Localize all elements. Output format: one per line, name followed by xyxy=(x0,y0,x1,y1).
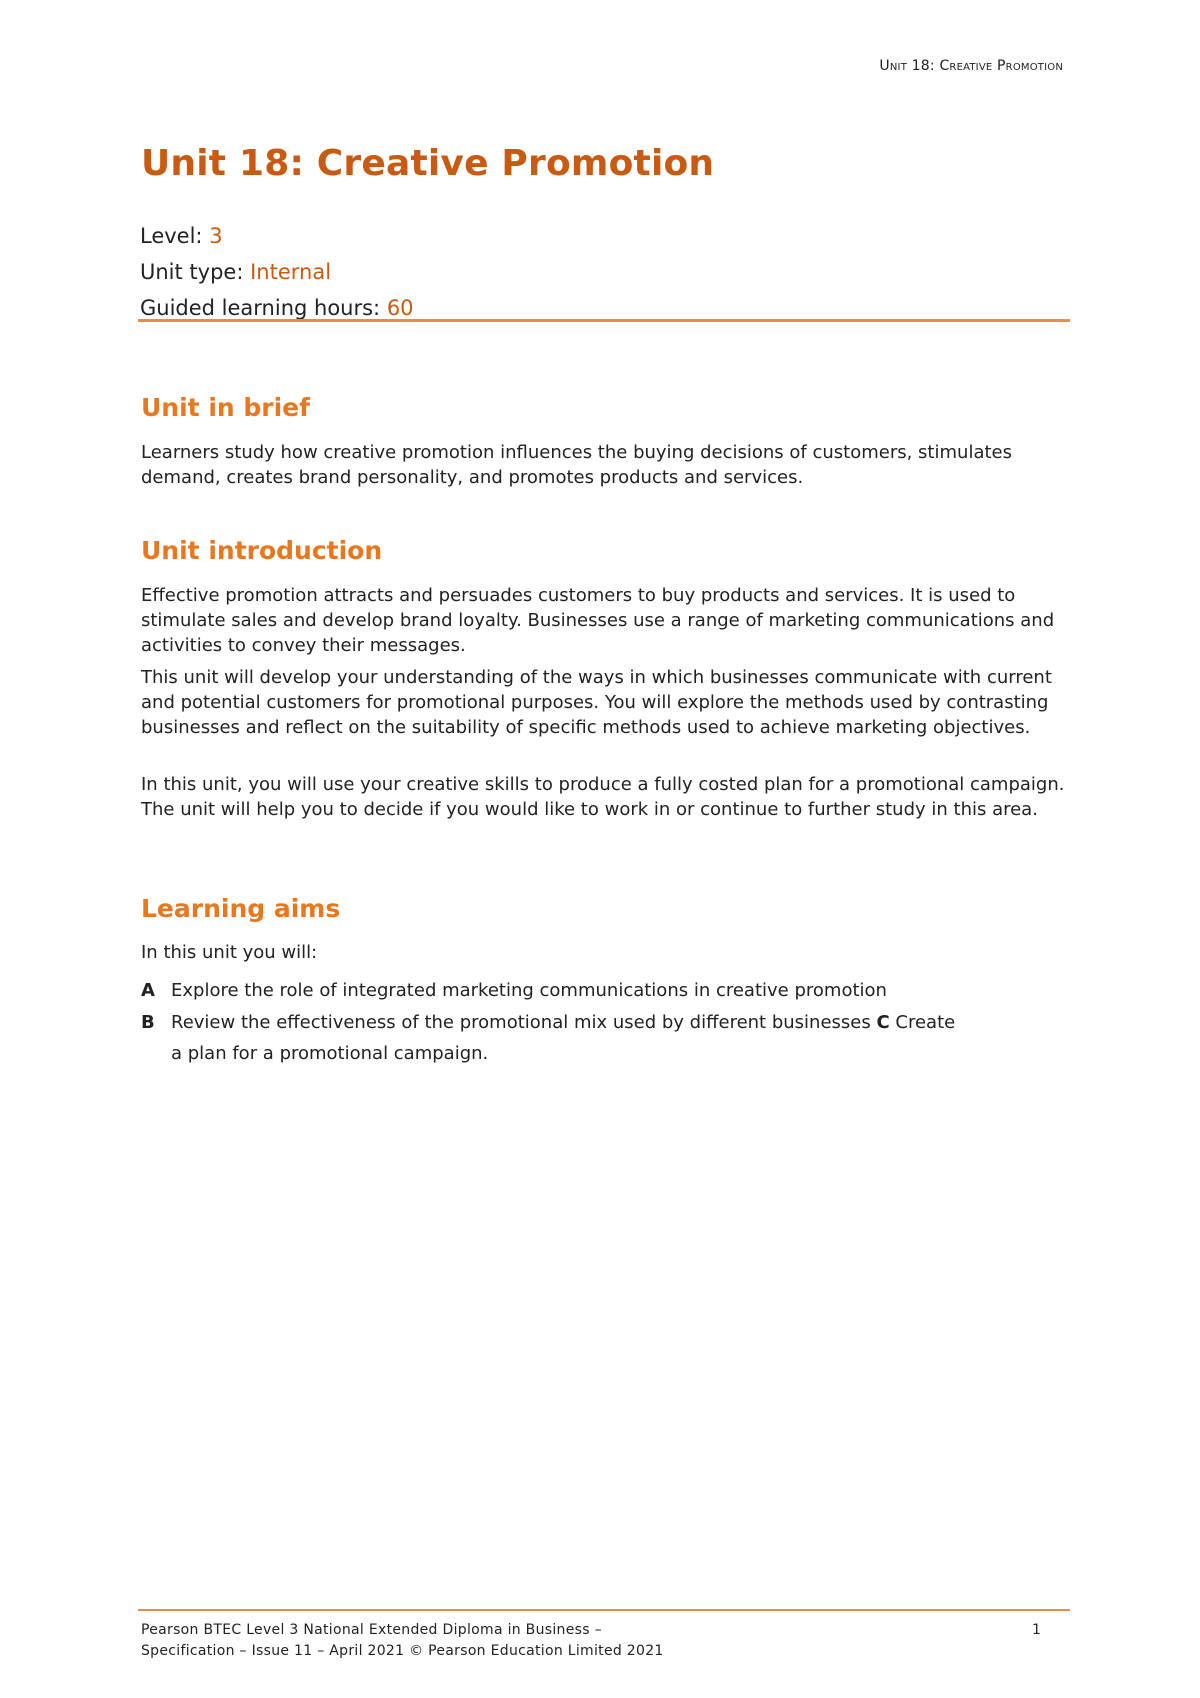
unit-meta xyxy=(140,218,414,326)
learning-aims-heading: Learning aims xyxy=(141,894,341,923)
aim-a-letter: A xyxy=(141,980,155,1001)
unit-type-label: Unit type: xyxy=(140,260,251,284)
aim-c-letter: C xyxy=(876,1012,890,1033)
learning-aims-intro: In this unit you will: xyxy=(141,942,318,963)
aim-a xyxy=(141,975,887,1006)
aim-b-letter: B xyxy=(141,1012,155,1033)
page-number: 1 xyxy=(1032,1622,1041,1638)
unit-type-row xyxy=(140,254,414,290)
level-value: 3 xyxy=(209,224,223,248)
footer-line-1: Pearson BTEC Level 3 National Extended Diploma in Business – xyxy=(141,1622,602,1638)
running-header-title: Creative Promotion xyxy=(939,58,1063,74)
running-header-unit: Unit 18: xyxy=(879,58,940,74)
aim-b xyxy=(141,1007,955,1038)
brief-text: Learners study how creative promotion influences the buying decisions of customers, stimulates demand, creates brand personality, and promotes products and services. xyxy=(141,442,1012,488)
title-divider xyxy=(138,319,1070,322)
brief-heading: Unit in brief xyxy=(141,393,311,422)
intro-paragraph-1: Effective promotion attracts and persuades customers to buy products and services. It is used to stimulate sales and develop brand loyalty. Businesses use a range of marketing communications and activities to convey their messages. xyxy=(141,585,1055,656)
aim-b-text: Review the effectiveness of the promotional mix used by different businesses xyxy=(171,1012,877,1033)
level-row xyxy=(140,218,414,254)
introduction-heading: Unit introduction xyxy=(141,536,383,565)
unit-title: Unit 18: Creative Promotion xyxy=(141,143,715,184)
glh-value: 60 xyxy=(386,296,414,320)
footer xyxy=(141,1620,664,1662)
intro-paragraph-3: In this unit, you will use your creative skills to produce a fully costed plan for a promotional campaign. The unit will help you to decide if you would like to work in or continue to further study in this area. xyxy=(141,774,1065,820)
glh-label: Guided learning hours: xyxy=(140,296,387,320)
running-header xyxy=(879,58,1063,74)
aim-c-continuation: a plan for a promotional campaign. xyxy=(171,1043,489,1064)
aim-c-text: Create xyxy=(889,1012,956,1033)
intro-paragraph-2: This unit will develop your understanding of the ways in which businesses communicate with current and potential customers for promotional purposes. You will explore the methods used by contrasting businesses and reflect on the suitability of specific methods used to achieve marketing objectives. xyxy=(141,667,1052,738)
footer-line-2: Specification – Issue 11 – April 2021 © Pearson Education Limited 2021 xyxy=(141,1643,664,1659)
level-label: Level: xyxy=(140,224,210,248)
aim-a-text: Explore the role of integrated marketing communications in creative promotion xyxy=(171,980,887,1001)
unit-type-value: Internal xyxy=(250,260,332,284)
footer-divider xyxy=(138,1609,1070,1611)
